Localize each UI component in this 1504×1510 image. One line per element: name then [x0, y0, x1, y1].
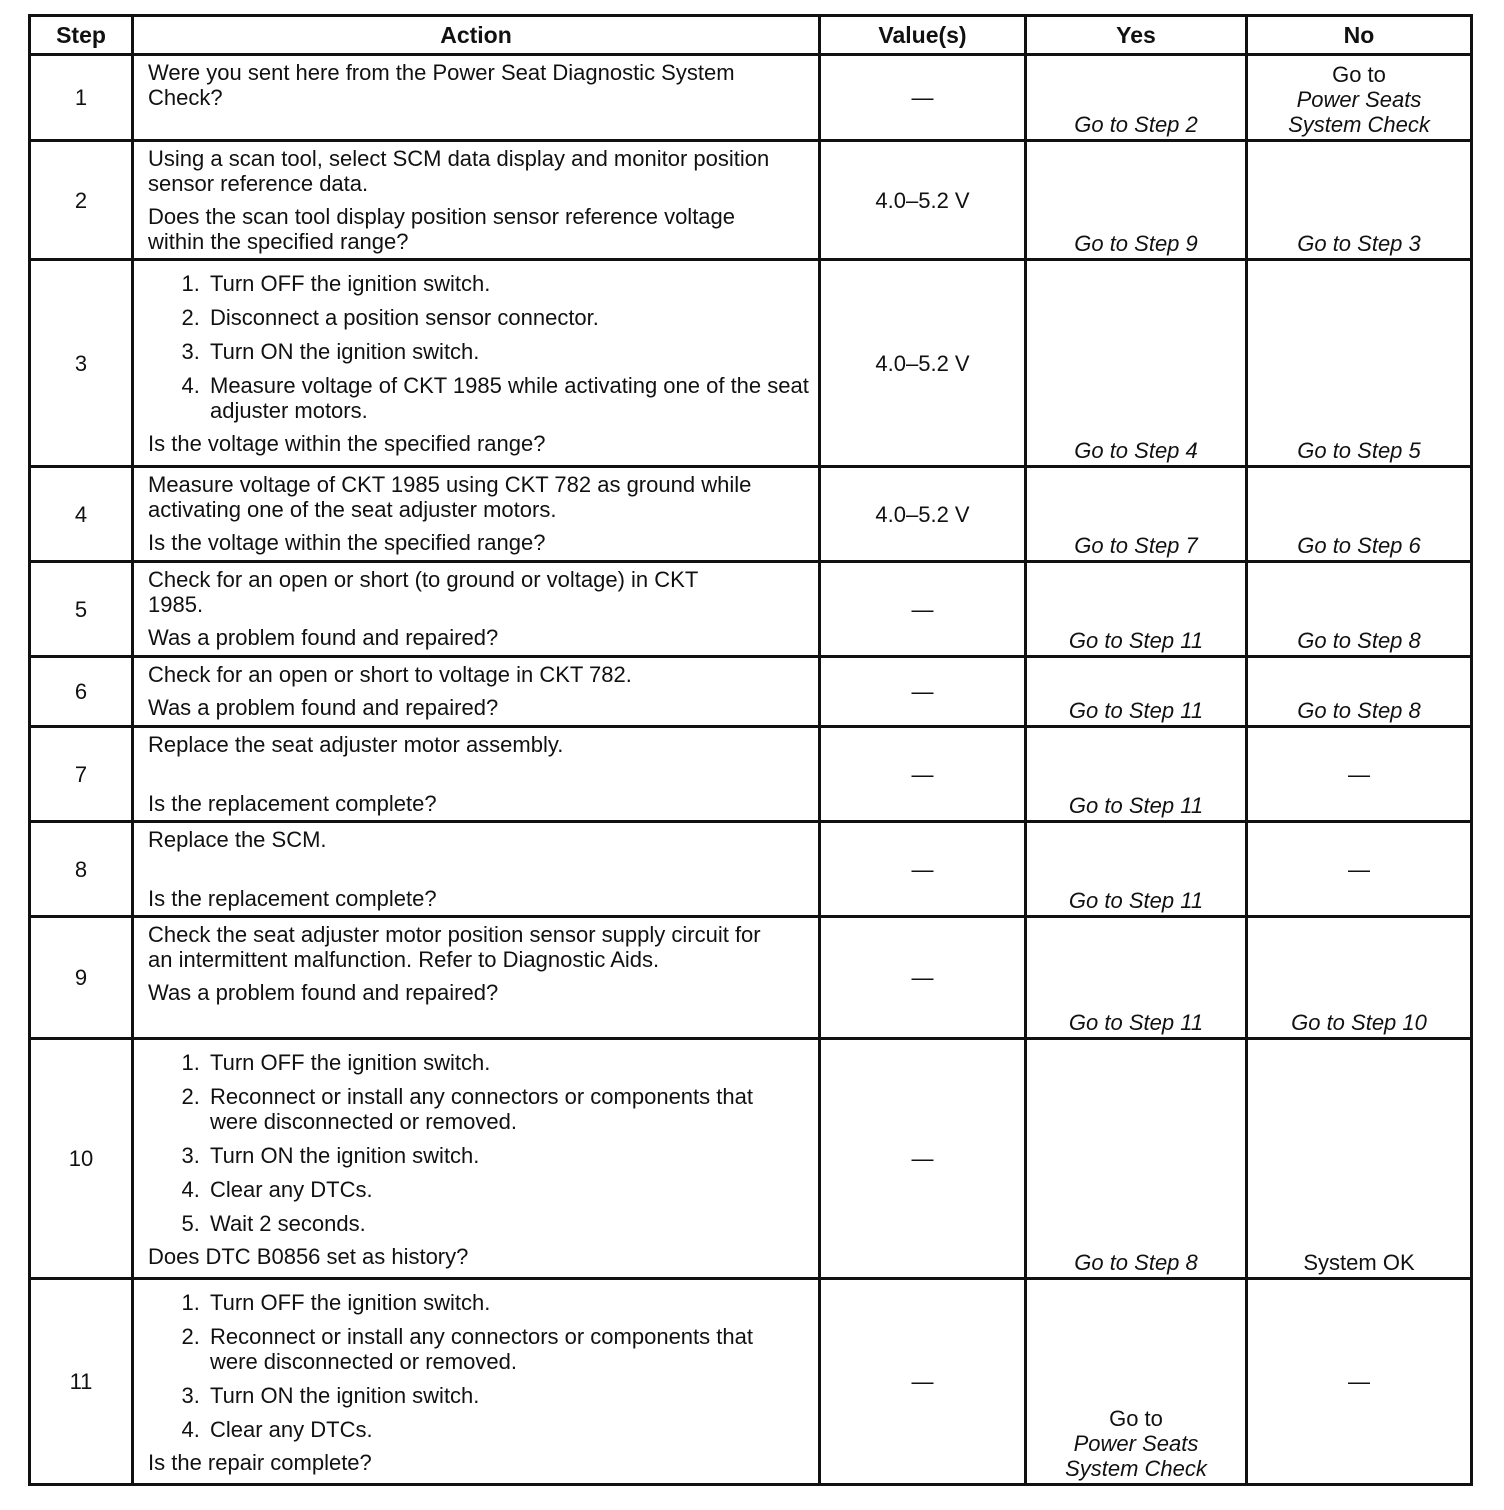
list-item: 3. Turn ON the ignition switch. — [206, 1143, 792, 1168]
step-number: 7 — [30, 727, 133, 822]
yes-cell: Go to Step 8 — [1026, 1039, 1247, 1279]
value-cell: — — [820, 657, 1026, 727]
action-steps-list — [148, 271, 812, 423]
action-cell — [133, 55, 820, 141]
table-row — [30, 822, 1472, 917]
header-row — [30, 16, 1472, 55]
no-cell: System OK — [1247, 1039, 1472, 1279]
action-cell — [133, 260, 820, 467]
no-cell: Go to Step 6 — [1247, 467, 1472, 562]
action-text: Replace the seat adjuster motor assembly. — [148, 732, 564, 757]
yes-goto-label: Go to — [1109, 1406, 1163, 1431]
table-row — [30, 55, 1472, 141]
step-number: 1 — [30, 55, 133, 141]
list-item: 1. Turn OFF the ignition switch. — [206, 271, 812, 296]
list-item: 5. Wait 2 seconds. — [206, 1211, 792, 1236]
action-steps-list — [148, 1290, 812, 1442]
yes-cell: Go to Step 4 — [1026, 260, 1247, 467]
yes-cell: Go to Step 11 — [1026, 822, 1247, 917]
no-cell: Go to Step 10 — [1247, 917, 1472, 1039]
list-item: 1. Turn OFF the ignition switch. — [206, 1290, 792, 1315]
list-item: 4. Clear any DTCs. — [206, 1417, 792, 1442]
table-row — [30, 562, 1472, 657]
value-cell: — — [820, 55, 1026, 141]
no-cell: — — [1247, 727, 1472, 822]
action-cell — [133, 467, 820, 562]
list-item: 4. Clear any DTCs. — [206, 1177, 792, 1202]
value-cell: — — [820, 562, 1026, 657]
list-item: 3. Turn ON the ignition switch. — [206, 339, 812, 364]
yes-cell: Go to Step 11 — [1026, 562, 1247, 657]
yes-cell: Go to Step 11 — [1026, 727, 1247, 822]
action-cell — [133, 562, 820, 657]
yes-cell — [1026, 1279, 1247, 1485]
value-cell: — — [820, 822, 1026, 917]
diagnostic-table — [28, 14, 1473, 1486]
action-cell — [133, 1039, 820, 1279]
header-values: Value(s) — [820, 16, 1026, 55]
value-cell: — — [820, 727, 1026, 822]
table-row — [30, 1039, 1472, 1279]
yes-cell: Go to Step 11 — [1026, 657, 1247, 727]
no-goto-target-cont: System Check — [1288, 112, 1430, 137]
value-cell: 4.0–5.2 V — [820, 260, 1026, 467]
no-cell: Go to Step 8 — [1247, 562, 1472, 657]
action-question: Does DTC B0856 set as history? — [148, 1244, 469, 1269]
action-question: Does the scan tool display position sensor reference voltage within the specified range? — [148, 204, 736, 254]
no-cell: Go to Step 8 — [1247, 657, 1472, 727]
action-cell — [133, 727, 820, 822]
step-number: 8 — [30, 822, 133, 917]
action-steps-list — [148, 1050, 812, 1236]
table-row — [30, 657, 1472, 727]
action-text: Were you sent here from the Power Seat Diagnostic System Check? — [148, 60, 735, 110]
table-row — [30, 1279, 1472, 1485]
yes-goto-target: Power Seats — [1073, 1431, 1199, 1456]
header-no: No — [1247, 16, 1472, 55]
list-item: 4. Measure voltage of CKT 1985 while activating one of the seat adjuster motors. — [206, 373, 812, 423]
action-cell — [133, 141, 820, 260]
action-text: Using a scan tool, select SCM data display and monitor position sensor reference data. — [148, 146, 770, 196]
action-question: Was a problem found and repaired? — [148, 980, 499, 1005]
value-cell: — — [820, 917, 1026, 1039]
table-row — [30, 260, 1472, 467]
step-number: 6 — [30, 657, 133, 727]
no-cell — [1247, 55, 1472, 141]
no-cell: — — [1247, 1279, 1472, 1485]
header-step: Step — [30, 16, 133, 55]
value-cell: — — [820, 1279, 1026, 1485]
list-item: 2. Reconnect or install any connectors or components that were disconnected or removed. — [206, 1084, 792, 1134]
no-goto-target: Power Seats — [1296, 87, 1422, 112]
value-cell: — — [820, 1039, 1026, 1279]
table-row — [30, 917, 1472, 1039]
header-yes: Yes — [1026, 16, 1247, 55]
step-number: 2 — [30, 141, 133, 260]
step-number: 10 — [30, 1039, 133, 1279]
action-question: Was a problem found and repaired? — [148, 695, 499, 720]
action-text: Measure voltage of CKT 1985 using CKT 782 as ground while activating one of the seat adjuster motors. — [148, 472, 752, 522]
value-cell: 4.0–5.2 V — [820, 141, 1026, 260]
action-text: Check the seat adjuster motor position sensor supply circuit for an intermittent malfunction. Refer to Diagnostic Aids. — [148, 922, 761, 972]
no-cell: Go to Step 3 — [1247, 141, 1472, 260]
action-question: Is the repair complete? — [148, 1450, 372, 1475]
table-row — [30, 727, 1472, 822]
table-row — [30, 467, 1472, 562]
action-cell — [133, 657, 820, 727]
no-cell: Go to Step 5 — [1247, 260, 1472, 467]
value-cell: 4.0–5.2 V — [820, 467, 1026, 562]
action-question: Is the replacement complete? — [148, 791, 437, 816]
yes-cell: Go to Step 11 — [1026, 917, 1247, 1039]
list-item: 3. Turn ON the ignition switch. — [206, 1383, 792, 1408]
list-item: 1. Turn OFF the ignition switch. — [206, 1050, 792, 1075]
action-text: Check for an open or short to voltage in CKT 782. — [148, 662, 632, 687]
step-number: 9 — [30, 917, 133, 1039]
step-number: 11 — [30, 1279, 133, 1485]
yes-cell: Go to Step 9 — [1026, 141, 1247, 260]
table-row — [30, 141, 1472, 260]
action-text: Check for an open or short (to ground or voltage) in CKT 1985. — [148, 567, 698, 617]
header-action: Action — [133, 16, 820, 55]
action-cell — [133, 1279, 820, 1485]
action-question: Was a problem found and repaired? — [148, 625, 499, 650]
action-question: Is the replacement complete? — [148, 886, 437, 911]
step-number: 3 — [30, 260, 133, 467]
action-text: Replace the SCM. — [148, 827, 327, 852]
action-cell — [133, 822, 820, 917]
action-cell — [133, 917, 820, 1039]
yes-cell: Go to Step 7 — [1026, 467, 1247, 562]
action-question: Is the voltage within the specified range? — [148, 431, 546, 456]
action-question: Is the voltage within the specified range? — [148, 530, 546, 555]
no-goto-label: Go to — [1332, 62, 1386, 87]
yes-cell: Go to Step 2 — [1026, 55, 1247, 141]
list-item: 2. Disconnect a position sensor connector. — [206, 305, 812, 330]
no-cell: — — [1247, 822, 1472, 917]
yes-goto-target-cont: System Check — [1065, 1456, 1207, 1481]
step-number: 4 — [30, 467, 133, 562]
list-item: 2. Reconnect or install any connectors or components that were disconnected or removed. — [206, 1324, 792, 1374]
step-number: 5 — [30, 562, 133, 657]
